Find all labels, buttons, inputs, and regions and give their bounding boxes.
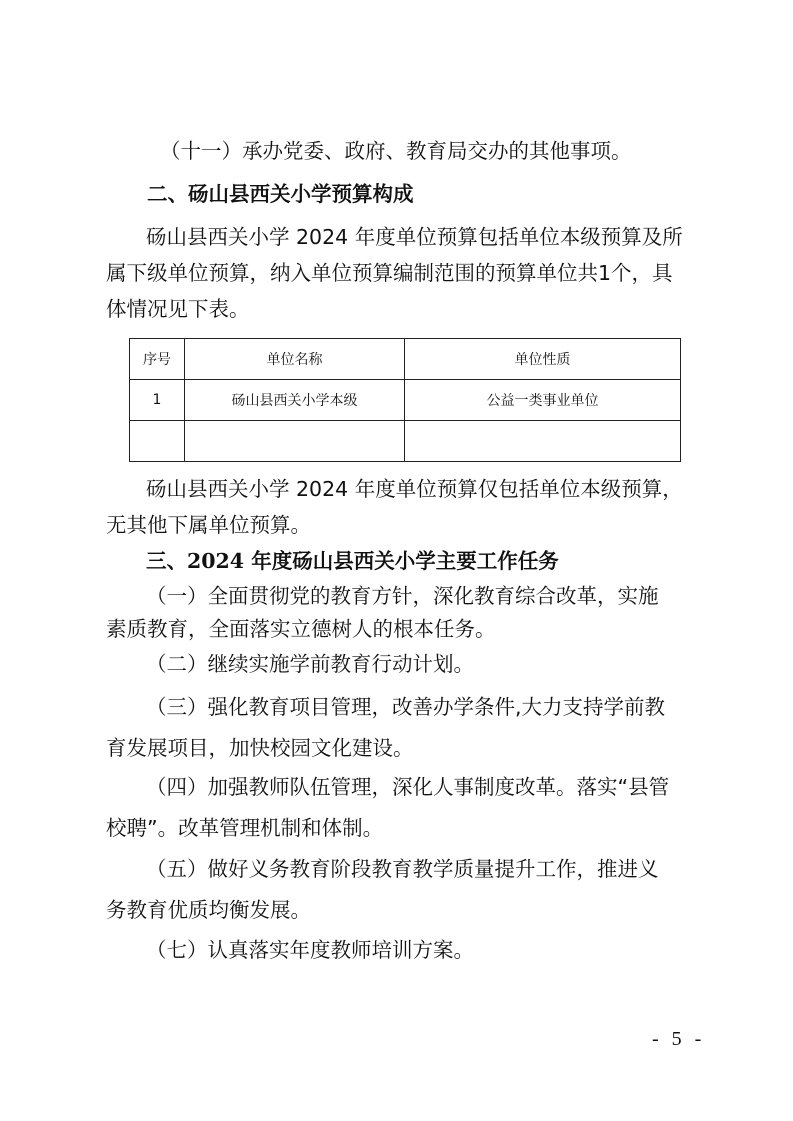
task-4-line-1: （四）加强教师队伍管理，深化人事制度改革。落实“县管	[146, 775, 670, 799]
budget-intro-line-2: 属下级单位预算，纳入单位预算编制范围的预算单位共1个，具	[106, 261, 673, 285]
task-4-line-2: 校聘”。改革管理机制和体制。	[106, 816, 384, 840]
section-heading-2: 二、砀山县西关小学预算构成	[147, 182, 414, 206]
header-cell-unit-type: 单位性质	[405, 339, 681, 380]
task-1-line-1: （一）全面贯彻党的教育方针，深化教育综合改革，实施	[146, 584, 659, 608]
heading-prefix: 三、	[146, 549, 187, 573]
table-cell: 公益一类事业单位	[405, 380, 681, 421]
heading-year: 2024	[187, 549, 245, 573]
task-5-line-2: 务教育优质均衡发展。	[106, 898, 311, 922]
task-3-line-2: 育发展项目，加快校园文化建设。	[106, 736, 414, 760]
header-cell-index: 序号	[130, 339, 185, 380]
budget-units-table	[129, 338, 681, 462]
paragraph-item-11: （十一）承办党委、政府、教育局交办的其他事项。	[160, 139, 632, 163]
budget-intro-line-1: 砀山县西关小学 2024 年度单位预算包括单位本级预算及所	[146, 225, 683, 249]
task-5-line-1: （五）做好义务教育阶段教育教学质量提升工作，推进义	[146, 857, 659, 881]
table-row	[130, 380, 681, 421]
table-cell	[185, 421, 405, 462]
table-header-row	[130, 339, 681, 380]
table-cell	[130, 421, 185, 462]
task-7: （七）认真落实年度教师培训方案。	[146, 938, 474, 962]
table-row	[130, 421, 681, 462]
budget-scope-line-2: 无其他下属单位预算。	[106, 513, 311, 537]
budget-scope-line-1: 砀山县西关小学 2024 年度单位预算仅包括单位本级预算，	[146, 477, 683, 501]
page-number: - 5 -	[652, 1028, 706, 1050]
budget-intro-line-3: 体情况见下表。	[106, 297, 250, 321]
header-cell-unit-name: 单位名称	[185, 339, 405, 380]
table-cell: 1	[130, 380, 185, 421]
section-heading-3	[146, 547, 559, 575]
task-3-line-1: （三）强化教育项目管理，改善办学条件,大力支持学前教	[146, 695, 666, 719]
task-1-line-2: 素质教育，全面落实立德树人的根本任务。	[106, 617, 496, 641]
heading-rest: 年度砀山县西关小学主要工作任务	[244, 549, 559, 573]
table-cell: 砀山县西关小学本级	[185, 380, 405, 421]
task-2: （二）继续实施学前教育行动计划。	[146, 652, 474, 676]
table-cell	[405, 421, 681, 462]
